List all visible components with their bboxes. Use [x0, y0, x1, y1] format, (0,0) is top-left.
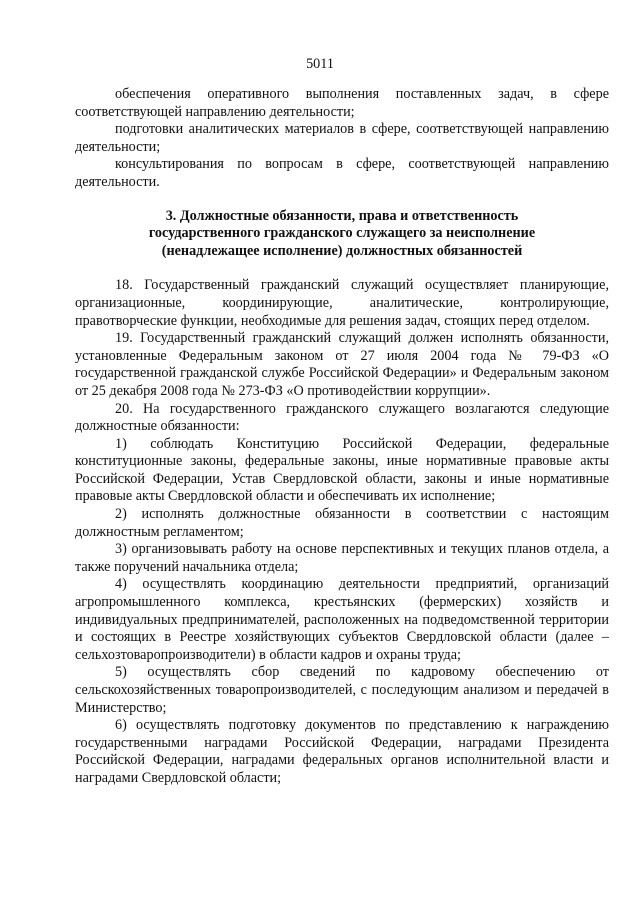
paragraph-20: 20. На государственного гражданского служащего возлагаются следующие должностные обязанности:: [75, 400, 609, 435]
section-heading-line-3: (ненадлежащее исполнение) должностных обязанностей: [161, 242, 523, 259]
duty-item-2: 2) исполнять должностные обязанности в соответствии с настоящим должностным регламентом;: [75, 506, 609, 540]
duty-item-6: 6) осуществлять подготовку документов по представлению к награждению государственными наградами Российской Федерации, наградами Президента Российской Федерации, наградами федеральных органов исполнительной власти и наградами Свердловской области;: [75, 717, 609, 786]
paragraph-18: 18. Государственный гражданский служащий осуществляет планирующие, организационные, координирующие, аналитические, контролирующие, правотворческие функции, необходимые для решения задач, стоящих перед отделом.: [75, 277, 609, 329]
intro-paragraph-1: обеспечения оперативного выполнения поставленных задач, в сфере соответствующей направлению деятельности;: [75, 86, 609, 120]
intro-paragraph-3: консультирования по вопросам в сфере, соответствующей направлению деятельности.: [75, 156, 609, 190]
duty-item-4: 4) осуществлять координацию деятельности предприятий, организаций агропромышленного комплекса, крестьянских (фермерских) хозяйств и индивидуальных предпринимателей, расположенных на подведомственной территории и состоящих в Реестре хозяйствующих субъектов Свердловской области (далее – сельхозтоваропроизводители) в области кадров и охраны труда;: [75, 576, 609, 663]
intro-paragraph-2: подготовки аналитических материалов в сфере, соответствующей направлению деятельности;: [75, 121, 609, 155]
duty-item-3: 3) организовывать работу на основе перспективных и текущих планов отдела, а также поручений начальника отдела;: [75, 541, 609, 575]
page-number: 5011: [306, 56, 334, 72]
section-heading: [75, 208, 609, 261]
duty-item-1: 1) соблюдать Конституцию Российской Федерации, федеральные конституционные законы, федеральные законы, иные нормативные правовые акты Российской Федерации, Устав Свердловской области, законы и иные нормативные правовые акты Свердловской области и обеспечивать их исполнение;: [75, 435, 609, 505]
duty-item-5: 5) осуществлять сбор сведений по кадровому обеспечению от сельскохозяйственных товаропроизводителей, с последующим анализом и передачей в Министерство;: [75, 664, 609, 716]
section-heading-line-2: государственного гражданского служащего за неисполнение: [148, 225, 536, 242]
document-body: [75, 86, 609, 788]
paragraph-19: 19. Государственный гражданский служащий должен исполнять обязанности, установленные Федеральным законом от 27 июля 2004 года № 79-ФЗ «О государственной гражданской службе Российской Федерации» и Федеральным законом от 25 декабря 2008 года № 273-ФЗ «О противодействии коррупции».: [75, 330, 609, 399]
section-heading-line-1: 3. Должностные обязанности, права и ответственность: [165, 207, 519, 224]
